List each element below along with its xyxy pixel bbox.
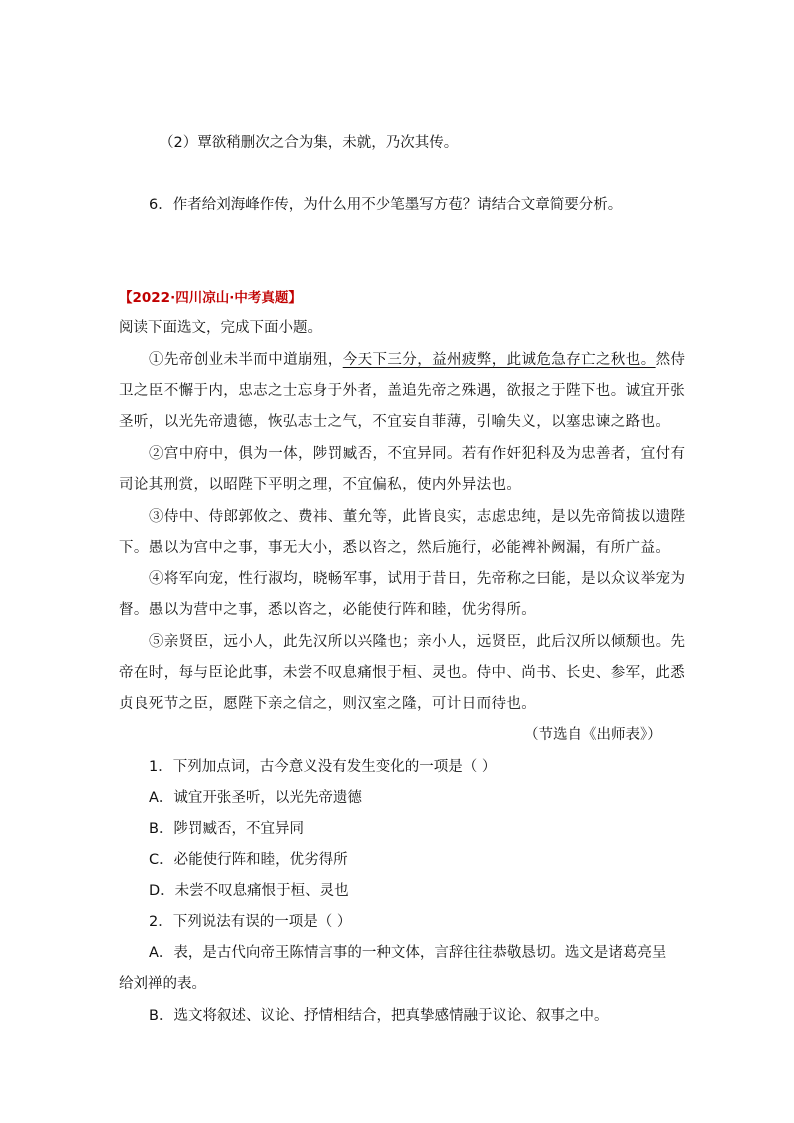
instruction: 阅读下面选文，完成下面小题。 bbox=[119, 320, 322, 336]
passage-p2-line1: ②宫中府中，俱为一体，陟罚臧否，不宜异同。若有作奸犯科及为忠善者，宜付有 bbox=[149, 446, 686, 462]
question-1-option-d: D．未尝不叹息痛恨于桓、灵也 bbox=[149, 883, 349, 899]
prev-question-line: （2）覃欲稍删次之合为集，未就，乃次其传。 bbox=[159, 135, 459, 151]
passage-p5-line1: ⑤亲贤臣，远小人，此先汉所以兴隆也；亲小人，远贤臣，此后汉所以倾颓也。先 bbox=[149, 634, 686, 650]
section-tag: 【2022·四川凉山·中考真题】 bbox=[119, 290, 302, 306]
question-1-option-b: B．陟罚臧否，不宜异同 bbox=[149, 821, 304, 837]
question-2-option-a-line1: A．表，是古代向帝王陈情言事的一种文体，言辞往往恭敬恳切。选文是诸葛亮呈 bbox=[149, 945, 667, 961]
question-1-stem: 1．下列加点词，古今意义没有发生变化的一项是（ ） bbox=[149, 759, 497, 775]
passage-p1-line2: 卫之臣不懈于内，忠志之士忘身于外者，盖追先帝之殊遇，欲报之于陛下也。诚宜开张 bbox=[119, 383, 686, 399]
passage-p4-line2: 督。愚以为营中之事，悉以咨之，必能使行阵和睦，优劣得所。 bbox=[119, 602, 537, 618]
passage-p3-line1: ③侍中、侍郎郭攸之、费祎、董允等，此皆良实，志虑忠纯，是以先帝简拔以遗陛 bbox=[149, 509, 686, 525]
passage-p1-pre: ①先帝创业未半而中道崩殂， bbox=[149, 352, 343, 368]
passage-p1-line3: 圣听，以光先帝遗德，恢弘志士之气，不宜妄自菲薄，引喻失义，以塞忠谏之路也。 bbox=[119, 414, 671, 430]
passage-p5-line3: 贞良死节之臣，愿陛下亲之信之，则汉室之隆，可计日而待也。 bbox=[119, 696, 537, 712]
question-2-option-a-line2: 给刘禅的表。 bbox=[119, 976, 206, 992]
passage-p1-post: 然侍 bbox=[655, 352, 686, 368]
question-2-stem: 2．下列说法有误的一项是（ ） bbox=[149, 914, 352, 930]
question-1-option-c: C．必能使行阵和睦，优劣得所 bbox=[149, 852, 348, 868]
passage-p5-line2: 帝在时，每与臣论此事，未尝不叹息痛恨于桓、灵也。侍中、尚书、长史、参军，此悉 bbox=[119, 665, 686, 681]
question-2-option-b: B．选文将叙述、议论、抒情相结合，把真挚感情融于议论、叙事之中。 bbox=[149, 1008, 609, 1024]
prev-question-6: 6．作者给刘海峰作传，为什么用不少笔墨写方苞？请结合文章简要分析。 bbox=[149, 197, 623, 213]
question-1-option-a: A．诚宜开张圣听，以光先帝遗德 bbox=[149, 790, 362, 806]
passage-p3-line2: 下。愚以为宫中之事，事无大小，悉以咨之，然后施行，必能裨补阙漏，有所广益。 bbox=[119, 540, 671, 556]
passage-p1-line1 bbox=[149, 350, 685, 370]
passage-p4-line1: ④将军向宠，性行淑均，晓畅军事，试用于昔日，先帝称之曰能，是以众议举宠为 bbox=[149, 571, 686, 587]
passage-source: （节选自《出师表》） bbox=[524, 727, 662, 743]
passage-p2-line2: 司论其刑赏，以昭陛下平明之理，不宜偏私，使内外异法也。 bbox=[119, 477, 522, 493]
passage-underlined-sentence: 今天下三分，益州疲弊，此诚危急存亡之秋也。 bbox=[342, 352, 656, 368]
